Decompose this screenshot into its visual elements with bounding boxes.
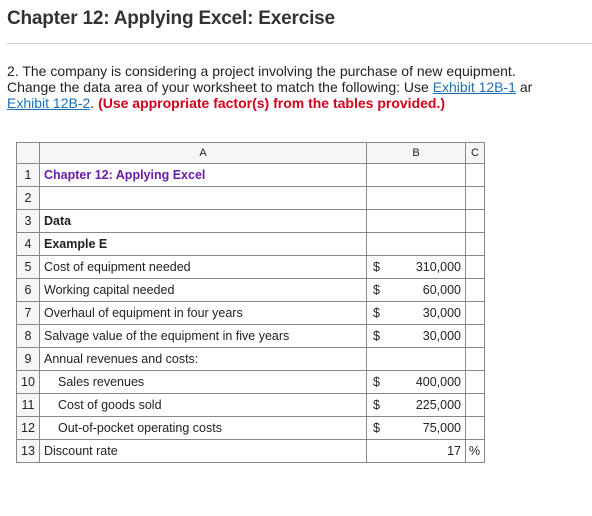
row-number[interactable]: 11: [17, 394, 40, 417]
row-number[interactable]: 10: [17, 371, 40, 394]
table-row: [17, 279, 485, 302]
row-number[interactable]: 4: [17, 233, 40, 256]
table-row: [17, 325, 485, 348]
cell-value: 75,000: [422, 421, 461, 435]
currency-symbol: $: [373, 283, 380, 297]
cell-c[interactable]: [466, 394, 485, 417]
cell-a[interactable]: Discount rate: [40, 440, 367, 463]
table-row: [17, 256, 485, 279]
row-number[interactable]: 8: [17, 325, 40, 348]
cell-c[interactable]: %: [466, 440, 485, 463]
table-row: [17, 348, 485, 371]
cell-c[interactable]: [466, 164, 485, 187]
cell-value: 310,000: [415, 260, 461, 274]
table-row: [17, 302, 485, 325]
cell-value: 17: [447, 444, 461, 458]
cell-value: 400,000: [415, 375, 461, 389]
cell-value: 30,000: [422, 329, 461, 343]
cell-value: 60,000: [422, 283, 461, 297]
currency-symbol: $: [373, 398, 380, 412]
currency-symbol: $: [373, 375, 380, 389]
instruction-text: (Use appropriate factor(s) from the tables provided.): [98, 95, 446, 111]
column-header-row: [17, 143, 485, 164]
cell-a[interactable]: Cost of goods sold: [40, 394, 367, 417]
exercise-description: [7, 63, 592, 111]
cell-a[interactable]: Overhaul of equipment in four years: [40, 302, 367, 325]
cell-b[interactable]: [367, 371, 466, 394]
cell-b[interactable]: [367, 348, 466, 371]
cell-b[interactable]: [367, 210, 466, 233]
row-number[interactable]: 3: [17, 210, 40, 233]
row-number[interactable]: 5: [17, 256, 40, 279]
row-number[interactable]: 9: [17, 348, 40, 371]
cell-value: 30,000: [422, 306, 461, 320]
cell-a[interactable]: Annual revenues and costs:: [40, 348, 367, 371]
cell-c[interactable]: [466, 210, 485, 233]
cell-c[interactable]: [466, 371, 485, 394]
cell-c[interactable]: [466, 187, 485, 210]
cell-c[interactable]: [466, 233, 485, 256]
exhibit-12b-1-link[interactable]: Exhibit 12B-1: [432, 79, 516, 95]
cell-a[interactable]: Salvage value of the equipment in five years: [40, 325, 367, 348]
cell-a[interactable]: Out-of-pocket operating costs: [40, 417, 367, 440]
description-line-1: 2. The company is considering a project involving the purchase of new equipment.: [7, 63, 516, 79]
cell-b[interactable]: [367, 164, 466, 187]
cell-b[interactable]: [367, 233, 466, 256]
divider: [7, 43, 592, 44]
cell-b[interactable]: [367, 187, 466, 210]
cell-c[interactable]: [466, 256, 485, 279]
row-number[interactable]: 1: [17, 164, 40, 187]
column-header-a[interactable]: A: [40, 143, 367, 164]
row-number[interactable]: 6: [17, 279, 40, 302]
table-row: [17, 394, 485, 417]
cell-c[interactable]: [466, 325, 485, 348]
corner-cell[interactable]: [17, 143, 40, 164]
column-header-b[interactable]: B: [367, 143, 466, 164]
currency-symbol: $: [373, 421, 380, 435]
row-number[interactable]: 7: [17, 302, 40, 325]
cell-c[interactable]: [466, 348, 485, 371]
table-row: [17, 371, 485, 394]
cell-a[interactable]: Sales revenues: [40, 371, 367, 394]
cell-a[interactable]: Chapter 12: Applying Excel: [40, 164, 367, 187]
row-number[interactable]: 12: [17, 417, 40, 440]
cell-b[interactable]: [367, 279, 466, 302]
table-row: [17, 210, 485, 233]
description-line-2: [7, 79, 592, 95]
page-title: Chapter 12: Applying Excel: Exercise: [7, 8, 335, 29]
cell-b[interactable]: [367, 325, 466, 348]
table-row: [17, 233, 485, 256]
cell-a[interactable]: Cost of equipment needed: [40, 256, 367, 279]
currency-symbol: $: [373, 329, 380, 343]
currency-symbol: $: [373, 260, 380, 274]
cell-a[interactable]: [40, 187, 367, 210]
currency-symbol: $: [373, 306, 380, 320]
cell-b[interactable]: [367, 256, 466, 279]
table-row: [17, 440, 485, 463]
column-header-c[interactable]: C: [466, 143, 485, 164]
cell-a[interactable]: Working capital needed: [40, 279, 367, 302]
description-tail: ar: [515, 79, 533, 95]
table-row: [17, 417, 485, 440]
cell-b[interactable]: [367, 440, 466, 463]
row-number[interactable]: 2: [17, 187, 40, 210]
cell-b[interactable]: [367, 394, 466, 417]
cell-b[interactable]: [367, 417, 466, 440]
cell-a[interactable]: Data: [40, 210, 367, 233]
table-row: [17, 187, 485, 210]
exhibit-12b-2-link[interactable]: Exhibit 12B-2: [7, 95, 91, 111]
row-number[interactable]: 13: [17, 440, 40, 463]
cell-value: 225,000: [415, 398, 461, 412]
cell-c[interactable]: [466, 279, 485, 302]
cell-c[interactable]: [466, 302, 485, 325]
description-line-3: [7, 95, 592, 111]
table-row: [17, 164, 485, 187]
description-separator: .: [90, 95, 99, 111]
spreadsheet: [16, 142, 485, 463]
cell-c[interactable]: [466, 417, 485, 440]
description-text: Change the data area of your worksheet to match the following: Use: [7, 79, 433, 95]
cell-a[interactable]: Example E: [40, 233, 367, 256]
cell-b[interactable]: [367, 302, 466, 325]
